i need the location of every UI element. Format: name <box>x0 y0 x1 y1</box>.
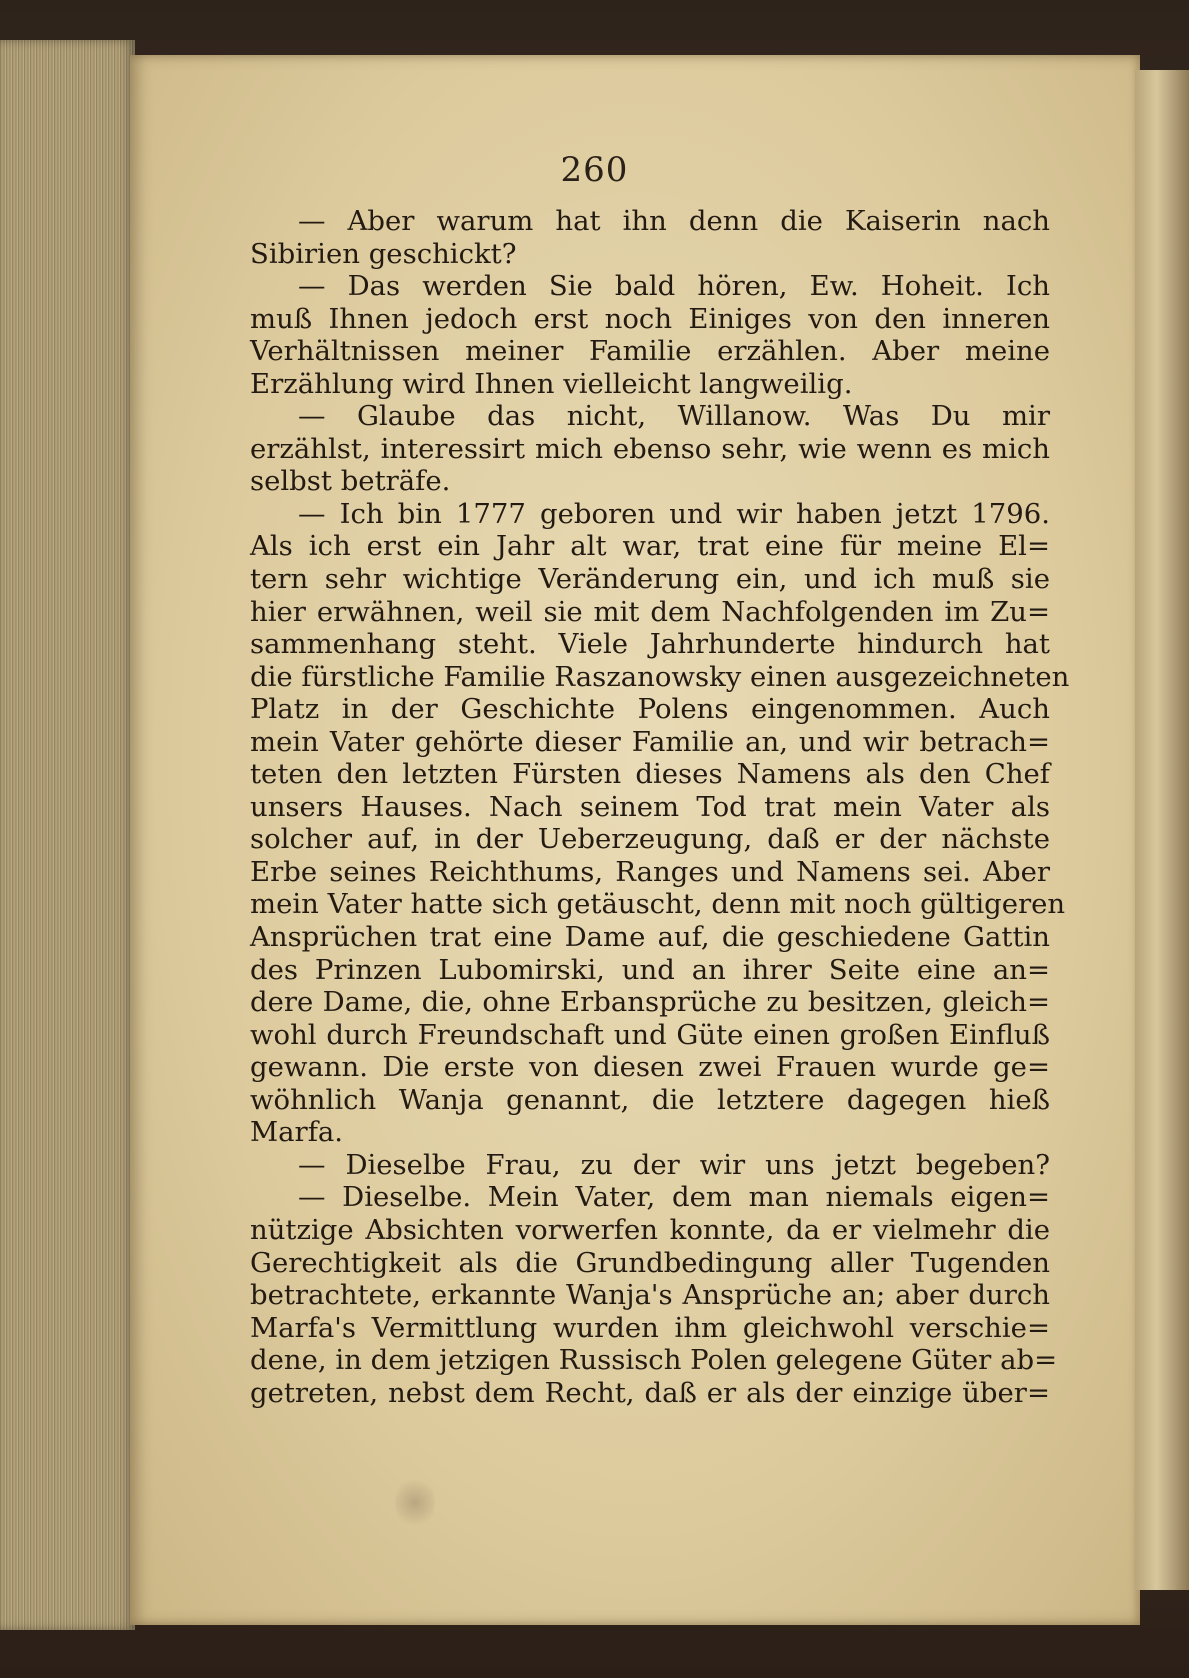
text-line: erzählst, interessirt mich ebenso sehr, wie wenn es mich <box>250 432 1050 465</box>
text-line: Ansprüchen trat eine Dame auf, die geschiedene Gattin <box>250 921 1050 954</box>
text-line: dere Dame, die, ohne Erbansprüche zu besitzen, gleich= <box>250 986 1050 1019</box>
ink-stain <box>395 1475 435 1530</box>
text-line: hier erwähnen, weil sie mit dem Nachfolgenden im Zu= <box>250 595 1050 628</box>
text-line: die fürstliche Familie Raszanowsky einen ausgezeichneten <box>250 660 1070 693</box>
page-stack-right <box>1135 70 1189 1590</box>
text-line: Erzählung wird Ihnen vielleicht langweilig. <box>250 367 853 400</box>
text-line: Sibirien geschickt? <box>250 237 517 270</box>
text-line: getreten, nebst dem Recht, daß er als der einzige über= <box>250 1376 1050 1409</box>
text-line: mein Vater hatte sich getäuscht, denn mit noch gültigeren <box>250 888 1066 921</box>
text-line: Gerechtigkeit als die Grundbedingung aller Tugenden <box>250 1246 1050 1279</box>
text-line: betrachtete, erkannte Wanja's Ansprüche an; aber durch <box>250 1279 1050 1312</box>
text-line: — Dieselbe. Mein Vater, dem man niemals eigen= <box>298 1181 1050 1214</box>
text-line: des Prinzen Lubomirski, und an ihrer Seite eine an= <box>250 953 1050 986</box>
text-line: selbst beträfe. <box>250 465 451 498</box>
text-line: Verhältnissen meiner Familie erzählen. Aber meine <box>250 335 1050 368</box>
text-line: nützige Absichten vorwerfen konnte, da er vielmehr die <box>250 1213 1050 1246</box>
text-line: Marfa's Vermittlung wurden ihm gleichwohl verschie= <box>250 1311 1050 1344</box>
text-line: gewann. Die erste von diesen zwei Frauen wurde ge= <box>250 1051 1050 1084</box>
text-line: teten den letzten Fürsten dieses Namens als den Chef <box>250 758 1050 791</box>
text-line: Erbe seines Reichthums, Ranges und Namens sei. Aber <box>250 855 1050 888</box>
text-line: wöhnlich Wanja genannt, die letztere dagegen hieß <box>250 1083 1050 1116</box>
text-line: mein Vater gehörte dieser Familie an, und wir betrach= <box>250 725 1050 758</box>
text-line: — Glaube das nicht, Willanow. Was Du mir <box>298 400 1050 433</box>
page-stack-left <box>0 40 135 1630</box>
text-line: sammenhang steht. Viele Jahrhunderte hindurch hat <box>250 628 1050 661</box>
text-line: Platz in der Geschichte Polens eingenommen. Auch <box>250 693 1050 726</box>
text-line: — Aber warum hat ihn denn die Kaiserin nach <box>298 205 1050 237</box>
text-line: — Ich bin 1777 geboren und wir haben jetzt 1796. <box>298 497 1050 530</box>
text-line: Marfa. <box>250 1116 344 1149</box>
text-line: muß Ihnen jedoch erst noch Einiges von den inneren <box>250 302 1050 335</box>
text-line: unsers Hauses. Nach seinem Tod trat mein Vater als <box>250 790 1050 823</box>
body-text <box>250 205 1070 1409</box>
text-line: — Dieselbe Frau, zu der wir uns jetzt begeben? <box>298 1148 1050 1181</box>
text-line: solcher auf, in der Ueberzeugung, daß er der nächste <box>250 823 1050 856</box>
text-line: Als ich erst ein Jahr alt war, trat eine für meine El= <box>250 530 1050 563</box>
text-line: wohl durch Freundschaft und Güte einen großen Einfluß <box>250 1018 1050 1051</box>
page-number: 260 <box>560 150 629 190</box>
text-line: — Das werden Sie bald hören, Ew. Hoheit. Ich <box>298 270 1050 303</box>
text-line: tern sehr wichtige Veränderung ein, und ich muß sie <box>250 563 1050 596</box>
text-line: dene, in dem jetzigen Russisch Polen gelegene Güter ab= <box>250 1344 1058 1377</box>
